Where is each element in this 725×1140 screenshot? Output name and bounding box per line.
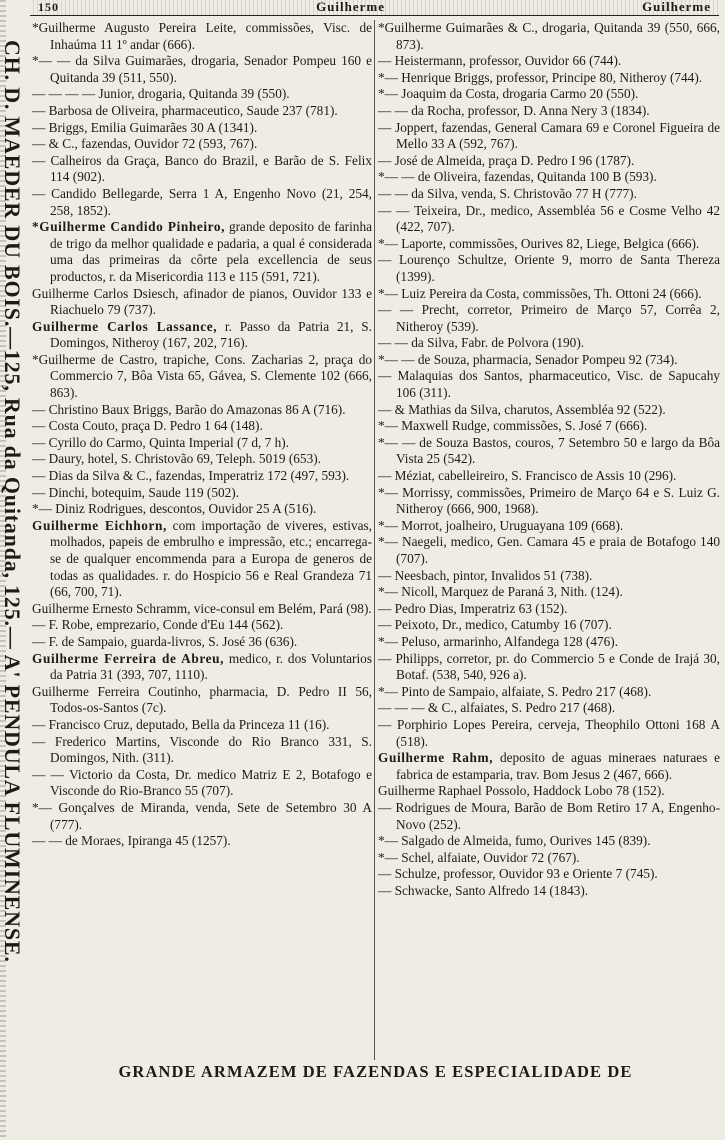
running-header <box>30 0 719 16</box>
entry-text: com importação de viveres, estivas, molhados, papeis de embrulho e impressão, etc.; encarrega-se de qualquer encommenda para a Europa de generos de todas as qualidades. r. do Hospicio 56 e Real Grandeza 71 (66, 700, 71). <box>50 517 372 600</box>
directory-entry <box>378 883 720 900</box>
directory-entry <box>378 651 720 684</box>
entry-text: — — Victorio da Costa, Dr. medico Matriz E 2, Botafogo e Visconde do Rio-Branco 55 (707). <box>32 766 372 799</box>
entry-text: — Peixoto, Dr., medico, Catumby 16 (707). <box>378 617 612 633</box>
header-left-title: Guilherme <box>316 0 385 14</box>
side-advertisement-text: CH. D. MAEDER DU BOIS.—125, Rua da Quitanda, 125.— A' PENDULA FLUMINENSE. <box>0 40 25 963</box>
entry-text: *— Schel, alfaiate, Ouvidor 72 (767). <box>378 849 580 865</box>
directory-entry <box>378 750 720 783</box>
directory-entry <box>32 286 372 319</box>
directory-entry <box>378 236 720 253</box>
directory-entry <box>32 153 372 186</box>
directory-entry <box>378 418 720 435</box>
directory-entry <box>378 700 720 717</box>
entry-text: *— Naegeli, medico, Gen. Camara 45 e praia de Botafogo 140 (707). <box>378 534 720 566</box>
entry-text: deposito de aguas mineraes naturaes e fabrica de estamparia, trav. Bom Jesus 2 (467, 666). <box>396 750 720 782</box>
directory-entry <box>32 86 372 103</box>
directory-entry <box>32 684 372 717</box>
directory-entry <box>378 684 720 701</box>
directory-entry <box>32 136 372 153</box>
directory-entry <box>378 103 720 120</box>
page-number: 150 <box>38 0 59 14</box>
directory-entry <box>378 534 720 567</box>
directory-entry <box>32 20 372 53</box>
entry-text: — — da Rocha, professor, D. Anna Nery 3 (1834). <box>378 102 650 118</box>
entry-text: *— Peluso, armarinho, Alfandega 128 (476). <box>378 633 619 649</box>
entry-text: *— Pinto de Sampaio, alfaiate, S. Pedro 217 (468). <box>378 683 652 699</box>
directory-entry <box>378 850 720 867</box>
directory-entry <box>32 402 372 419</box>
directory-entry <box>32 717 372 734</box>
directory-entry <box>32 518 372 601</box>
directory-entry <box>378 584 720 601</box>
entry-text: *— — de Souza Bastos, couros, 7 Setembro 50 e largo da Bôa Vista 25 (542). <box>378 434 720 467</box>
entry-text: — Daury, hotel, S. Christovão 69, Teleph. 5019 (653). <box>32 451 321 467</box>
directory-entry <box>378 169 720 186</box>
directory-entry <box>32 485 372 502</box>
entry-text: — & Mathias da Silva, charutos, Assembléa 92 (522). <box>378 401 666 417</box>
directory-entry <box>378 120 720 153</box>
column-divider <box>374 20 375 1060</box>
entry-text: — F. Robe, emprezario, Conde d'Eu 144 (562). <box>32 617 284 633</box>
directory-entry <box>378 485 720 518</box>
directory-entry <box>378 634 720 651</box>
entry-name-bold: Guilherme Eichhorn, <box>32 517 167 533</box>
side-advertisement <box>0 40 32 1000</box>
entry-text: — Porphirio Lopes Pereira, cerveja, Theophilo Ottoni 168 A (518). <box>378 716 720 749</box>
entry-text: Guilherme Ferreira Coutinho, pharmacia, D. Pedro II 56, Todos-os-Santos (7c). <box>32 683 372 716</box>
entry-text: — Frederico Martins, Visconde do Rio Branco 331, S. Domingos, Nith. (311). <box>32 733 372 766</box>
directory-entry <box>378 783 720 800</box>
directory-entry <box>378 435 720 468</box>
directory-entry <box>32 418 372 435</box>
entry-text: *— Luiz Pereira da Costa, commissões, Th. Ottoni 24 (666). <box>378 285 702 301</box>
directory-entry <box>378 617 720 634</box>
directory-entry <box>32 53 372 86</box>
directory-entry <box>378 800 720 833</box>
directory-entry <box>32 186 372 219</box>
directory-entry <box>32 617 372 634</box>
directory-entry <box>378 402 720 419</box>
entry-text: — Briggs, Emilia Guimarães 30 A (1341). <box>32 119 258 135</box>
directory-entry <box>378 601 720 618</box>
directory-entry <box>32 319 372 352</box>
right-column <box>378 20 720 899</box>
directory-entry <box>378 368 720 401</box>
directory-entry <box>32 800 372 833</box>
entry-text: *— — da Silva Guimarães, drogaria, Senador Pompeu 160 e Quitanda 39 (511, 550). <box>32 53 372 85</box>
directory-entry <box>378 518 720 535</box>
directory-entry <box>378 286 720 303</box>
directory-entry <box>32 103 372 120</box>
directory-entry <box>32 468 372 485</box>
directory-entry <box>378 833 720 850</box>
directory-entry <box>378 468 720 485</box>
entry-text: — Cyrillo do Carmo, Quinta Imperial (7 d, 7 h). <box>32 434 290 450</box>
entry-text: *— Laporte, commissões, Ourives 82, Liege, Belgica (666). <box>378 235 700 251</box>
entry-text: *— Nicoll, Marquez de Paraná 3, Nith. (124). <box>378 584 623 600</box>
entry-name-bold: Guilherme Ferreira de Abreu, <box>32 650 225 666</box>
directory-entry <box>32 352 372 402</box>
entry-text: — Pedro Dias, Imperatriz 63 (152). <box>378 600 568 616</box>
entry-text: *— Gonçalves de Miranda, venda, Sete de Setembro 30 A (777). <box>32 799 372 832</box>
directory-entry <box>32 734 372 767</box>
entry-text: *— Joaquim da Costa, drogaria Carmo 20 (550). <box>378 86 639 102</box>
entry-text: *— Morrot, joalheiro, Uruguayana 109 (668). <box>378 517 624 533</box>
entry-text: — Costa Couto, praça D. Pedro 1 64 (148). <box>32 418 263 434</box>
entry-text: — Heistermann, professor, Ouvidor 66 (744). <box>378 53 622 69</box>
entry-text: Guilherme Raphael Possolo, Haddock Lobo 78 (152). <box>378 783 665 799</box>
directory-entry <box>32 219 372 285</box>
entry-text: *— Salgado de Almeida, fumo, Ourives 145 (839). <box>378 833 651 849</box>
entry-text: — — da Silva, Fabr. de Polvora (190). <box>378 335 585 351</box>
entry-text: — Candido Bellegarde, Serra 1 A, Engenho Novo (21, 254, 258, 1852). <box>32 185 372 218</box>
entry-text: *— Henrique Briggs, professor, Principe 80, Nitheroy (744). <box>378 69 703 85</box>
directory-entry <box>32 451 372 468</box>
entry-text: *Guilherme de Castro, trapiche, Cons. Zacharias 2, praça do Commercio 7, Bôa Vista 65, Gávea, S. Clemente 102 (666, 863). <box>32 351 372 401</box>
directory-entry <box>32 601 372 618</box>
entry-text: — — da Silva, venda, S. Christovão 77 H (777). <box>378 185 637 201</box>
directory-entry <box>32 435 372 452</box>
entry-text: — Schwacke, Santo Alfredo 14 (1843). <box>378 882 589 898</box>
left-column <box>32 20 372 850</box>
entry-name-bold: Guilherme Rahm, <box>378 750 494 766</box>
directory-entry <box>378 86 720 103</box>
entry-text: grande deposito de farinha de trigo da melhor qualidade e padaria, a qual é considerada uma das primeiras da côrte pela excellencia de seus productos, r. da Misericordia 113 e 115 (591, 721). <box>50 219 372 284</box>
entry-text: — José de Almeida, praça D. Pedro I 96 (1787). <box>378 152 635 168</box>
directory-entry <box>32 634 372 651</box>
entry-text: — — Teixeira, Dr., medico, Assembléa 56 e Cosme Velho 42 (422, 707). <box>378 202 720 235</box>
header-right-title: Guilherme <box>642 0 711 14</box>
directory-entry <box>378 20 720 53</box>
entry-text: — & C., fazendas, Ouvidor 72 (593, 767). <box>32 136 258 152</box>
entry-text: — Rodrigues de Moura, Barão de Bom Retiro 17 A, Engenho-Novo (252). <box>378 799 720 832</box>
entry-text: — Christino Baux Briggs, Barão do Amazonas 86 A (716). <box>32 401 346 417</box>
directory-entry <box>378 866 720 883</box>
entry-text: — Calheiros da Graça, Banco do Brazil, e Barão de S. Felix 114 (902). <box>32 152 372 185</box>
footer-advertisement: GRANDE ARMAZEM DE FAZENDAS E ESPECIALIDADE DE <box>118 1062 633 1081</box>
entry-text: — Neesbach, pintor, Invalidos 51 (738). <box>378 567 593 583</box>
directory-entry <box>378 53 720 70</box>
entry-text: *— — de Souza, pharmacia, Senador Pompeu 92 (734). <box>378 351 678 367</box>
entry-text: *— — de Oliveira, fazendas, Quitanda 100 B (593). <box>378 169 657 185</box>
entry-text: — Joppert, fazendas, General Camara 69 e Coronel Figueira de Mello 33 A (592, 767). <box>378 119 720 152</box>
directory-entry <box>378 186 720 203</box>
directory-entry <box>378 568 720 585</box>
entry-text: Guilherme Carlos Dsiesch, afinador de pianos, Ouvidor 133 e Riachuelo 79 (737). <box>32 285 372 318</box>
entry-text: — Dinchi, botequim, Saude 119 (502). <box>32 484 240 500</box>
entry-text: — — Precht, corretor, Primeiro de Março 57, Corrêa 2, Nitheroy (539). <box>378 302 720 334</box>
entry-text: — — — — Junior, drogaria, Quitanda 39 (550). <box>32 86 290 102</box>
entry-text: r. Passo da Patria 21, S. Domingos, Nitheroy (167, 202, 716). <box>50 318 372 351</box>
entry-text: — Philipps, corretor, pr. do Commercio 5 e Conde de Irajá 30, Botaf. (538, 540, 926 a). <box>378 650 720 683</box>
directory-entry <box>378 352 720 369</box>
directory-entry <box>32 767 372 800</box>
entry-text: medico, r. dos Voluntarios da Patria 31 (393, 707, 1110). <box>50 650 373 683</box>
directory-entry <box>378 335 720 352</box>
entry-text: — Schulze, professor, Ouvidor 93 e Oriente 7 (745). <box>378 866 658 882</box>
entry-text: — Dias da Silva & C., fazendas, Imperatriz 172 (497, 593). <box>32 468 350 484</box>
entry-text: — Méziat, cabelleireiro, S. Francisco de Assis 10 (296). <box>378 468 677 484</box>
entry-text: — — de Moraes, Ipiranga 45 (1257). <box>32 833 231 849</box>
entry-text: *— Morrissy, commissões, Primeiro de Março 64 e S. Luiz G. Nitheroy (666, 900, 1968). <box>378 484 720 517</box>
directory-entry <box>378 302 720 335</box>
directory-entry <box>378 153 720 170</box>
entry-text: *— Maxwell Rudge, commissões, S. José 7 (666). <box>378 418 648 434</box>
directory-entry <box>32 833 372 850</box>
entry-text: — Barbosa de Oliveira, pharmaceutico, Saude 237 (781). <box>32 102 338 118</box>
entry-text: *Guilherme Guimarães & C., drogaria, Quitanda 39 (550, 666, 873). <box>378 20 720 52</box>
directory-entry <box>378 203 720 236</box>
entry-text: — — — & C., alfaiates, S. Pedro 217 (468). <box>378 700 616 716</box>
directory-entry <box>378 252 720 285</box>
directory-entry <box>378 717 720 750</box>
entry-name-bold: Guilherme Carlos Lassance, <box>32 318 218 334</box>
entry-text: — Malaquias dos Santos, pharmaceutico, Visc. de Sapucahy 106 (311). <box>378 368 720 401</box>
entry-text: Guilherme Ernesto Schramm, vice-consul em Belém, Pará (98). <box>32 600 372 616</box>
directory-entry <box>32 651 372 684</box>
entry-text: — Lourenço Schultze, Oriente 9, morro de Santa Thereza (1399). <box>378 252 720 284</box>
entry-name-bold: *Guilherme Candido Pinheiro, <box>32 219 226 235</box>
directory-entry <box>32 120 372 137</box>
directory-entry <box>32 501 372 518</box>
entry-text: *— Diniz Rodrigues, descontos, Ouvidor 25 A (516). <box>32 501 317 517</box>
entry-text: *Guilherme Augusto Pereira Leite, commissões, Visc. de Inhaúma 11 1º andar (666). <box>32 20 372 52</box>
entry-text: — F. de Sampaio, guarda-livros, S. José 36 (636). <box>32 633 298 649</box>
directory-entry <box>378 70 720 87</box>
entry-text: — Francisco Cruz, deputado, Bella da Princeza 11 (16). <box>32 716 330 732</box>
